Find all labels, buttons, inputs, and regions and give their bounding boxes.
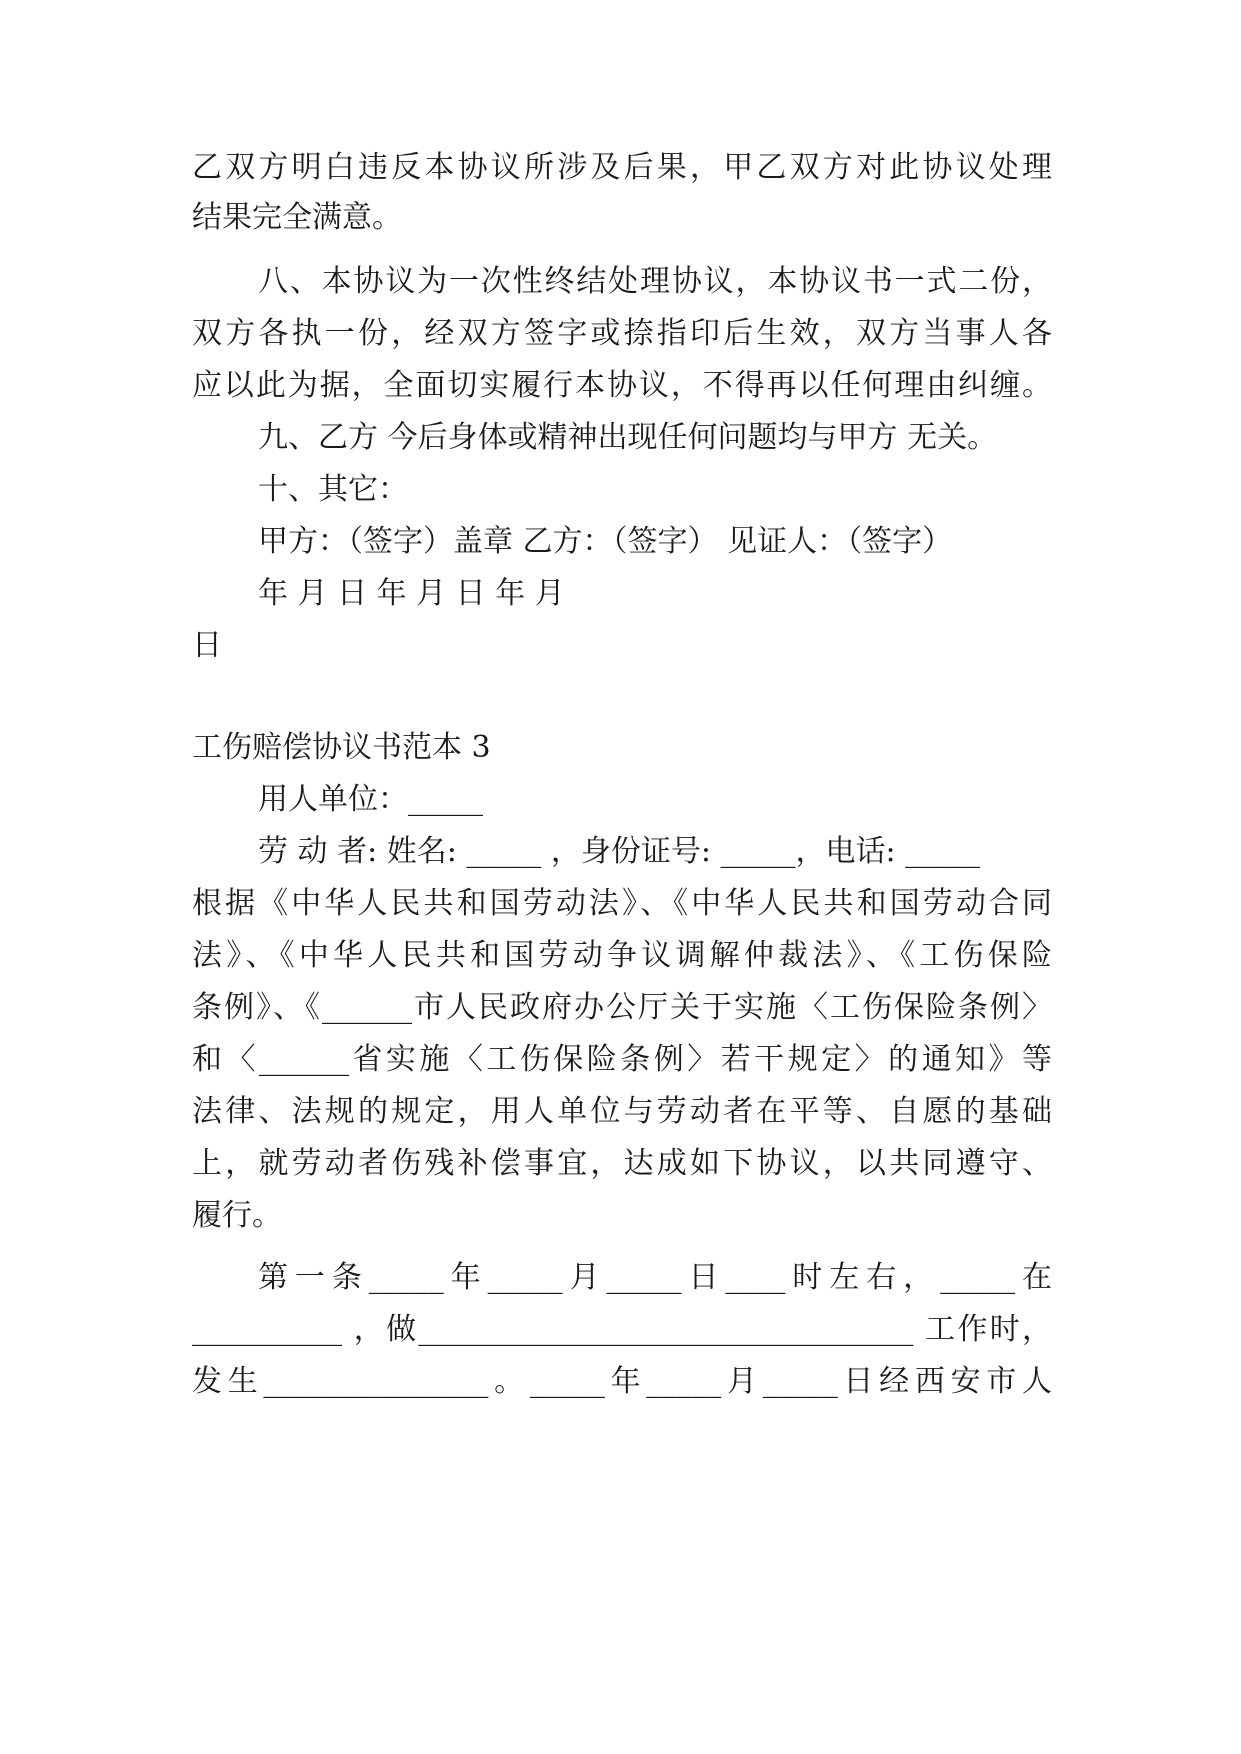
body-text-line: 结果完全满意。 xyxy=(192,200,402,235)
body-text-line: 上，就劳动者伤残补偿事宜，达成如下协议，以共同遵守、 xyxy=(192,1146,1052,1181)
body-text-line: 条例》、《______市人民政府办公厅关于实施〈工伤保险条例〉 xyxy=(192,990,1052,1025)
body-text-line: 根据《中华人民共和国劳动法》、《中华人民共和国劳动合同 xyxy=(192,886,1052,921)
date-line-continued: 日 xyxy=(192,628,222,663)
body-text-line: 法律、法规的规定，用人单位与劳动者在平等、自愿的基础 xyxy=(192,1094,1052,1129)
date-line: 年 月 日 年 月 日 年 月 xyxy=(258,576,565,611)
body-text-line: 法》、《中华人民共和国劳动争议调解仲裁法》、《工伤保险 xyxy=(192,938,1052,973)
clause-9-line: 九、乙方 今后身体或精神出现任何问题均与甲方 无关。 xyxy=(258,420,998,455)
worker-field: 劳 动 者: 姓名: _____ ，身份证号: _____，电话: _____ xyxy=(258,834,981,869)
body-text-line: 乙双方明白违反本协议所涉及后果，甲乙双方对此协议处理 xyxy=(192,150,1052,185)
section-title: 工伤赔偿协议书范本 3 xyxy=(192,730,491,765)
clause-10-line: 十、其它： xyxy=(258,472,408,507)
signature-line: 甲方：（签字）盖章 乙方：（签字） 见证人：（签字） xyxy=(258,524,953,559)
body-text-line: 双方各执一份，经双方签字或捺指印后生效，双方当事人各 xyxy=(192,316,1052,351)
clause-8-line: 八、本协议为一次性终结处理协议，本协议书一式二份， xyxy=(258,264,1052,299)
body-text-line: 应以此为据，全面切实履行本协议，不得再以任何理由纠缠。 xyxy=(192,368,1052,403)
body-text-line: 履行。 xyxy=(192,1198,282,1233)
article-1-line: 第一条_____年_____月_____日____时左右，_____在 xyxy=(258,1260,1052,1295)
body-text-line: __________ ，做_________________________________ 工作时， xyxy=(192,1312,1052,1347)
body-text-line: 发生_______________。_____年_____月_____日经西安市人 xyxy=(192,1364,1052,1399)
body-text-line: 和〈______省实施〈工伤保险条例〉若干规定〉的通知》等 xyxy=(192,1042,1052,1077)
employer-field: 用人单位：_____ xyxy=(258,782,483,817)
